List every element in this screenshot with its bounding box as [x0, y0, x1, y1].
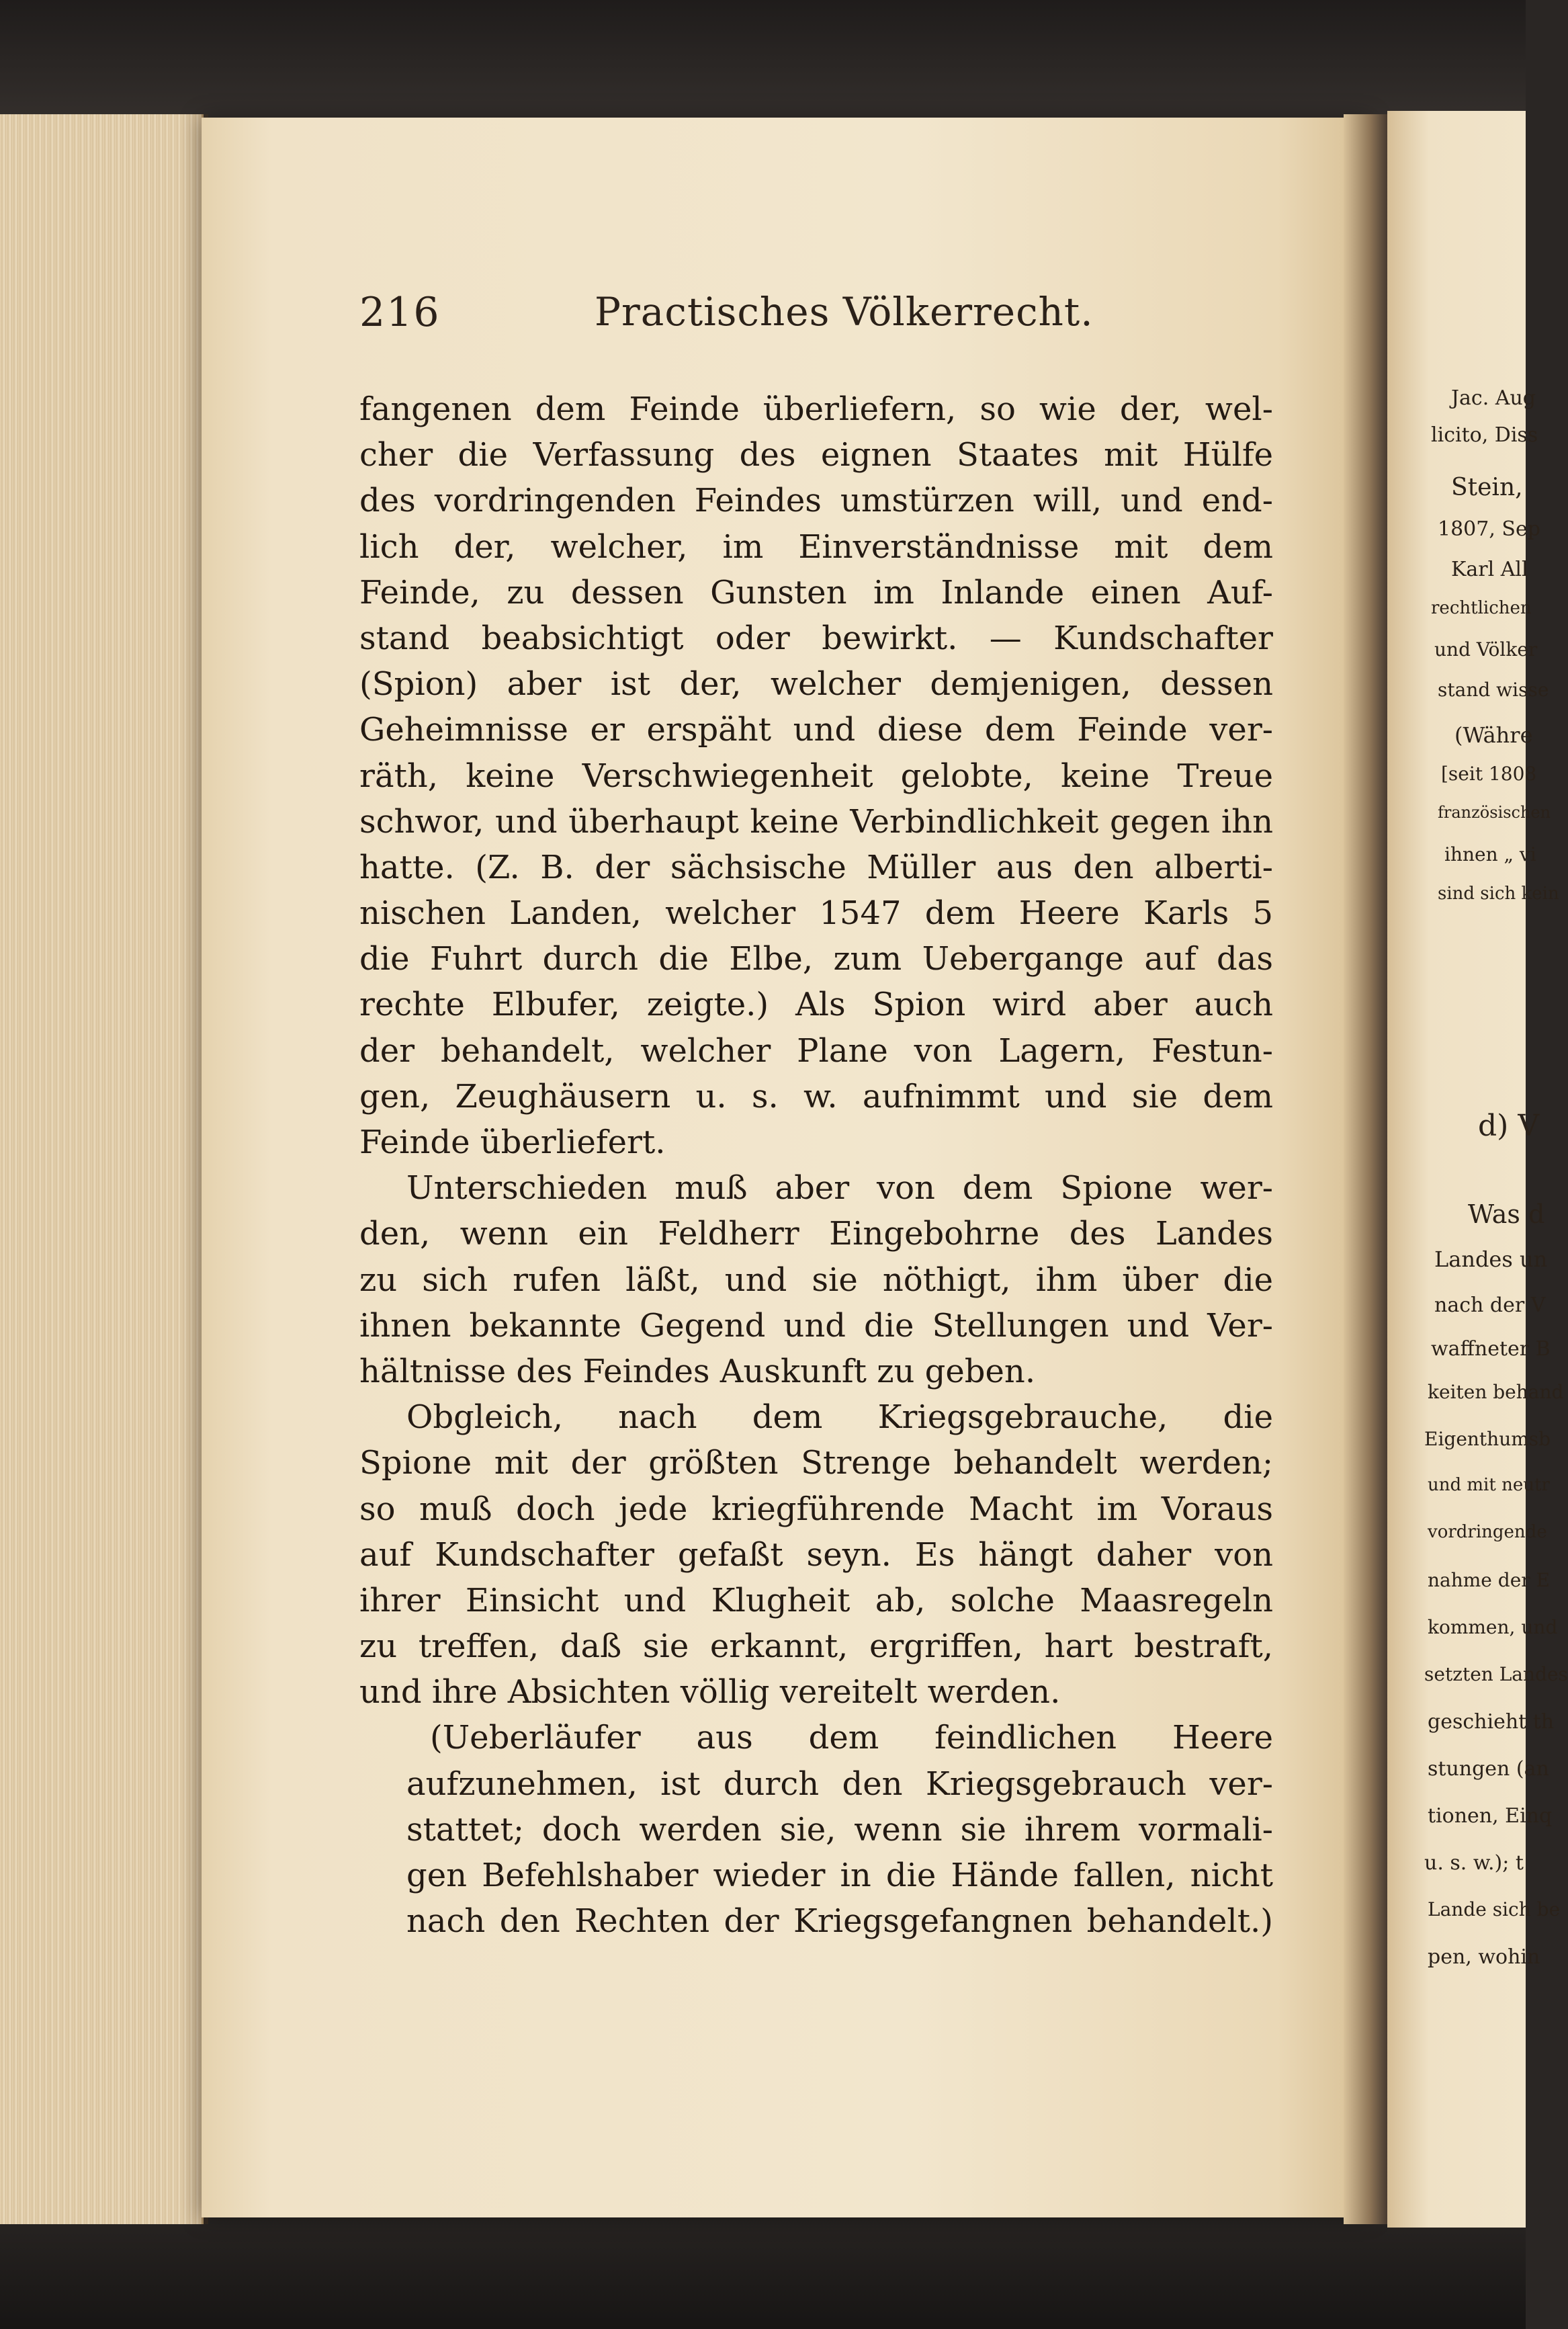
margin-fragment: Jac. Aug	[1451, 386, 1536, 410]
page-number: 216	[359, 289, 441, 336]
text-line: gen, Zeughäusern u. s. w. aufnimmt und sie dem	[359, 1077, 1273, 1115]
margin-fragment: Eigenthumsb	[1424, 1428, 1551, 1450]
dark-background-top	[0, 0, 1526, 128]
margin-fragment: licito, Diss	[1431, 423, 1538, 447]
text-line: hältnisse des Feindes Auskunft zu geben.	[359, 1352, 1036, 1390]
margin-fragment: Lande sich be	[1428, 1898, 1561, 1920]
main-text	[359, 386, 1273, 1944]
margin-fragment: d) V	[1478, 1109, 1540, 1143]
running-title: Practisches Völkerrecht.	[595, 289, 1094, 335]
book-gutter	[1344, 114, 1391, 2224]
paragraph-start-line: (Ueberläufer aus dem feindlichen Heere	[430, 1719, 1273, 1757]
text-line: lich der, welcher, im Einverständnisse mit dem	[359, 527, 1273, 566]
text-line: zu treffen, daß sie erkannt, ergriffen, hart bestraft,	[359, 1627, 1273, 1666]
text-line: und ihre Absichten völlig vereitelt werden.	[359, 1673, 1061, 1711]
margin-fragment: tionen, Einq	[1428, 1804, 1553, 1828]
text-line: Geheimnisse er erspäht und diese dem Feinde ver-	[359, 711, 1273, 749]
text-line: Spione mit der größten Strenge behandelt werden;	[359, 1444, 1273, 1482]
text-line: zu sich rufen läßt, und sie nöthigt, ihm über die	[359, 1261, 1273, 1299]
margin-fragment: u. s. w.); t	[1424, 1851, 1524, 1875]
margin-fragment: keiten behand	[1428, 1381, 1564, 1403]
text-line: die Fuhrt durch die Elbe, zum Uebergange auf das	[359, 940, 1273, 978]
text-line: (Spion) aber ist der, welcher demjenigen, dessen	[359, 665, 1273, 704]
margin-fragment: 1807, Sep	[1438, 517, 1540, 541]
margin-fragment: (Währe	[1454, 722, 1533, 748]
margin-fragment: ihnen „ vi	[1444, 843, 1536, 865]
margin-fragment: nahme der E	[1428, 1569, 1550, 1591]
margin-fragment: Karl All	[1451, 558, 1528, 581]
margin-fragment: [seit 1808	[1441, 763, 1537, 785]
text-line: schwor, und überhaupt keine Verbindlichkeit gegen ihn	[359, 802, 1273, 841]
text-line: Feinde überliefert.	[359, 1124, 666, 1161]
page-stack-edge	[0, 114, 204, 2224]
text-line: hatte. (Z. B. der sächsische Müller aus den alberti-	[359, 848, 1273, 886]
margin-fragment: setzten Landes	[1424, 1663, 1568, 1685]
text-line: aufzunehmen, ist durch den Kriegsgebrauch ver-	[406, 1765, 1273, 1803]
text-line: ihrer Einsicht und Klugheit ab, solche Maasregeln	[359, 1581, 1273, 1619]
paragraph-start-line: Unterschieden muß aber von dem Spione wer-	[406, 1169, 1273, 1208]
margin-fragment: rechtlichen	[1431, 598, 1532, 618]
text-line: rechte Elbufer, zeigte.) Als Spion wird aber auch	[359, 986, 1273, 1024]
page-header	[359, 289, 1273, 343]
text-line: cher die Verfassung des eignen Staates mit Hülfe	[359, 436, 1273, 474]
margin-fragment: und Völker	[1434, 638, 1538, 661]
margin-fragment: waffneter B	[1431, 1337, 1551, 1361]
paragraph-start-line: Obgleich, nach dem Kriegsgebrauche, die	[406, 1398, 1273, 1437]
text-line: des vordringenden Feindes umstürzen will, und end-	[359, 482, 1273, 520]
margin-fragment: vordringende	[1428, 1522, 1547, 1542]
text-line: stand beabsichtigt oder bewirkt. — Kundschafter	[359, 619, 1273, 657]
margin-fragment: Stein,	[1451, 474, 1523, 501]
text-line: der behandelt, welcher Plane von Lagern, Festun-	[359, 1031, 1273, 1070]
text-line: auf Kundschafter gefaßt seyn. Es hängt daher von	[359, 1535, 1273, 1574]
text-line: stattet; doch werden sie, wenn sie ihrem vormali-	[406, 1810, 1273, 1849]
margin-fragment: und mit neutr	[1428, 1475, 1550, 1495]
margin-fragment: geschieht th	[1428, 1710, 1555, 1734]
text-line: ihnen bekannte Gegend und die Stellungen und Ver-	[359, 1306, 1273, 1345]
margin-fragment: sind sich kein	[1438, 884, 1559, 904]
text-line: den, wenn ein Feldherr Eingebohrne des Landes	[359, 1215, 1273, 1253]
margin-fragment: pen, wohin	[1428, 1945, 1540, 1969]
text-line: nach den Rechten der Kriegsgefangnen behandelt.)	[406, 1902, 1273, 1941]
margin-fragment: Landes un	[1434, 1246, 1548, 1272]
text-line: fangenen dem Feinde überliefern, so wie der, wel-	[359, 390, 1273, 428]
margin-fragment: französischen	[1438, 803, 1551, 822]
text-line: räth, keine Verschwiegenheit gelobte, keine Treue	[359, 757, 1273, 795]
text-line: so muß doch jede kriegführende Macht im Voraus	[359, 1490, 1273, 1528]
margin-fragment: stand wisse	[1438, 679, 1549, 701]
margin-fragment: stungen (an	[1428, 1757, 1549, 1781]
margin-fragment: kommen, und	[1428, 1616, 1558, 1638]
margin-fragment: Was d	[1468, 1199, 1545, 1229]
margin-fragment: nach der V	[1434, 1294, 1546, 1317]
text-line: gen Befehlshaber wieder in die Hände fallen, nicht	[406, 1857, 1273, 1894]
text-line: nischen Landen, welcher 1547 dem Heere Karls 5	[359, 894, 1273, 933]
text-line: Feinde, zu dessen Gunsten im Inlande einen Auf-	[359, 573, 1273, 611]
